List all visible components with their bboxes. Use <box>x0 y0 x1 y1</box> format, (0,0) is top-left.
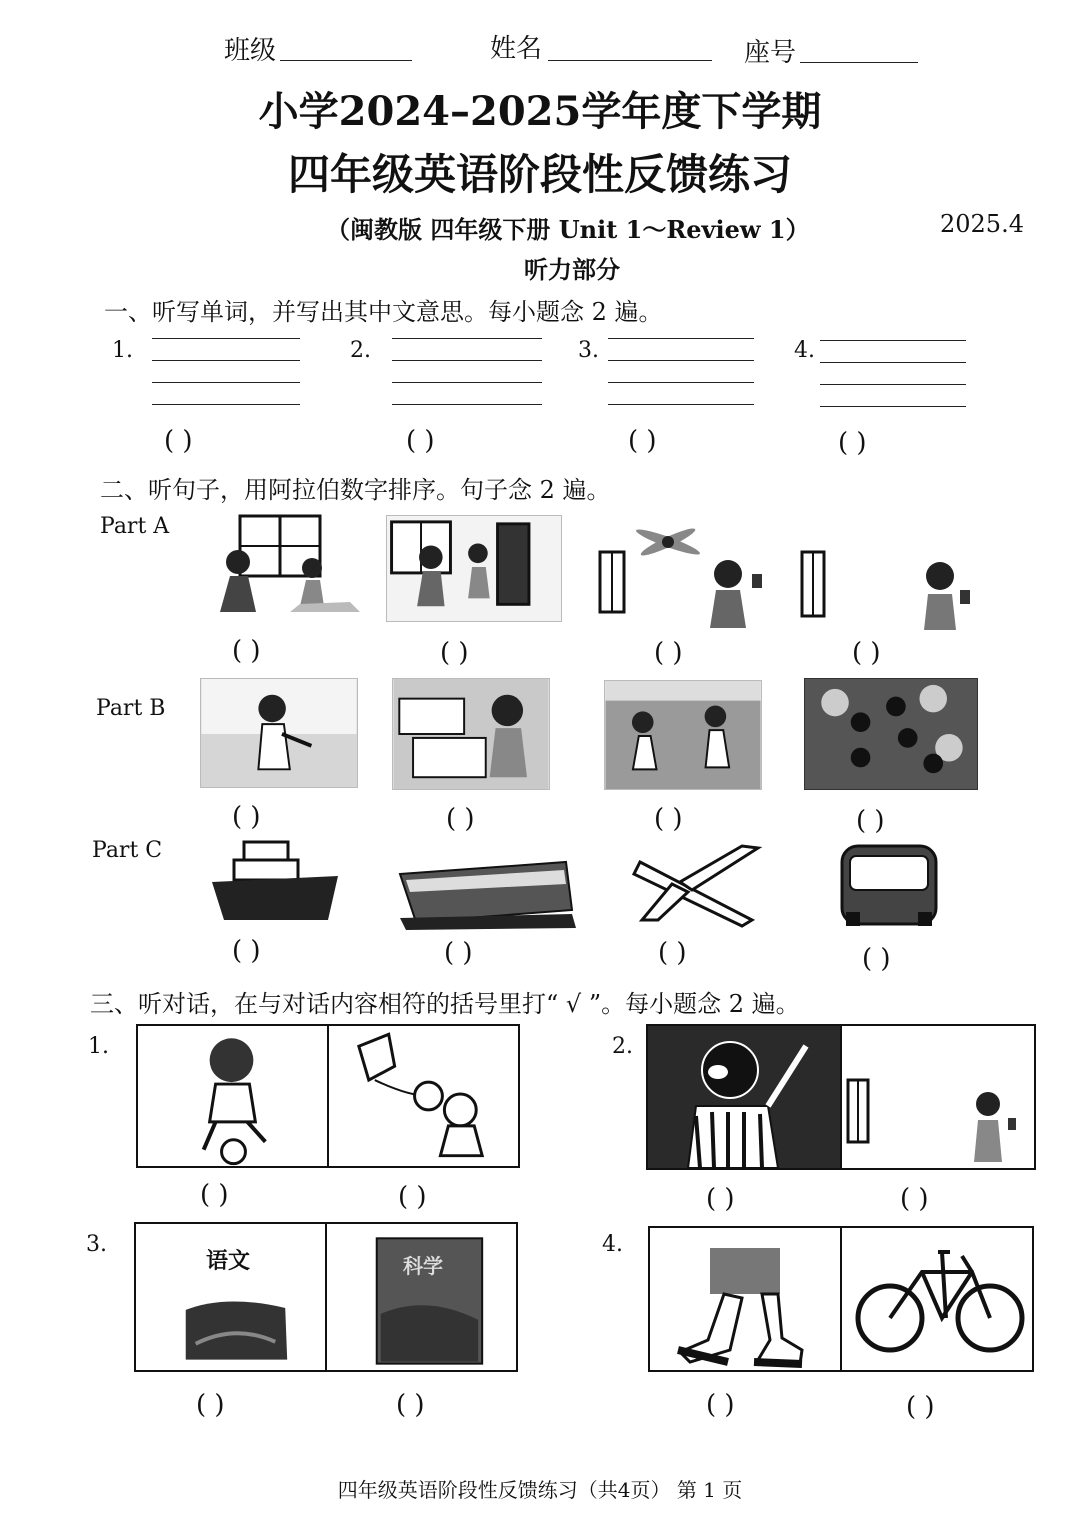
name-field[interactable] <box>548 60 712 61</box>
science-book-icon <box>327 1224 516 1370</box>
class-field[interactable] <box>280 60 412 61</box>
train-icon <box>396 858 576 932</box>
s3-number: 3. <box>86 1232 107 1257</box>
s1-number: 4. <box>794 338 815 363</box>
answer-bracket[interactable]: ( ) <box>856 806 885 836</box>
answer-bracket[interactable]: ( ) <box>232 936 261 966</box>
bus-icon <box>836 842 942 930</box>
answer-bracket[interactable]: ( ) <box>406 426 435 456</box>
title-line1: 小学2024–2025学年度下学期 <box>258 88 822 135</box>
ship-icon <box>210 836 340 924</box>
s3-number: 2. <box>612 1034 633 1059</box>
seat-field[interactable] <box>800 62 918 63</box>
s1-number: 2. <box>350 338 371 363</box>
seat-label: 座号 <box>744 38 797 68</box>
boy-phone-small-icon <box>842 1026 1034 1168</box>
q4-picture-box <box>648 1226 1034 1372</box>
q1-picture-box <box>136 1024 520 1168</box>
girl-desk-icon <box>392 678 550 790</box>
answer-bracket[interactable]: ( ) <box>200 1180 229 1210</box>
answer-bracket[interactable]: ( ) <box>164 426 193 456</box>
q2-picture-box <box>646 1024 1036 1170</box>
science-book-label: 科学 <box>403 1254 443 1278</box>
q3-picture-box <box>134 1222 518 1372</box>
answer-bracket[interactable]: ( ) <box>654 638 683 668</box>
answer-bracket[interactable]: ( ) <box>444 938 473 968</box>
answer-bracket[interactable]: ( ) <box>196 1390 225 1420</box>
plane-icon <box>632 840 764 930</box>
part-a-label: Part A <box>100 514 170 539</box>
kids-flowers-icon <box>804 678 978 790</box>
walking-legs-icon <box>650 1228 842 1370</box>
boy-football-icon <box>138 1026 329 1166</box>
s1-number: 3. <box>578 338 599 363</box>
section2-instruction: 二、听句子，用阿拉伯数字排序。句子念 2 遍。 <box>100 476 611 504</box>
title-line2: 四年级英语阶段性反馈练习 <box>287 150 792 199</box>
answer-bracket[interactable]: ( ) <box>446 804 475 834</box>
kids-running-icon <box>604 680 762 790</box>
date-label: 2025.4 <box>940 210 1024 238</box>
edition-subtitle: （闽教版 四年级下册 Unit 1～Review 1） <box>326 215 810 244</box>
answer-bracket[interactable]: ( ) <box>398 1182 427 1212</box>
name-label: 姓名 <box>490 34 543 64</box>
girls-window-icon <box>200 512 360 622</box>
answer-bracket[interactable]: ( ) <box>906 1392 935 1422</box>
answer-bracket[interactable]: ( ) <box>654 804 683 834</box>
answer-bracket[interactable]: ( ) <box>862 944 891 974</box>
page-footer: 四年级英语阶段性反馈练习（共4页） 第 1 页 <box>337 1478 743 1502</box>
answer-bracket[interactable]: ( ) <box>852 638 881 668</box>
girl-door-icon <box>386 515 562 622</box>
chinese-book-icon <box>136 1224 327 1370</box>
chinese-book-label: 语文 <box>206 1249 251 1274</box>
boy-window-icon <box>648 1026 842 1168</box>
boy-phone-icon <box>800 520 980 630</box>
section3-instruction: 三、听对话，在与对话内容相符的括号里打“ √ ”。每小题念 2 遍。 <box>90 990 800 1018</box>
answer-bracket[interactable]: ( ) <box>232 636 261 666</box>
section-name: 听力部分 <box>524 255 620 284</box>
answer-bracket[interactable]: ( ) <box>900 1184 929 1214</box>
answer-bracket[interactable]: ( ) <box>706 1184 735 1214</box>
answer-bracket[interactable]: ( ) <box>232 802 261 832</box>
answer-bracket[interactable]: ( ) <box>396 1390 425 1420</box>
fan-boy-icon <box>598 512 772 630</box>
s1-number: 1. <box>112 338 133 363</box>
answer-bracket[interactable]: ( ) <box>838 428 867 458</box>
s3-number: 1. <box>88 1034 109 1059</box>
bicycle-icon <box>842 1228 1032 1370</box>
s3-number: 4. <box>602 1232 623 1257</box>
answer-bracket[interactable]: ( ) <box>440 638 469 668</box>
part-c-label: Part C <box>92 838 163 863</box>
answer-bracket[interactable]: ( ) <box>658 938 687 968</box>
section1-instruction: 一、听写单词，并写出其中文意思。每小题念 2 遍。 <box>104 298 663 326</box>
answer-bracket[interactable]: ( ) <box>628 426 657 456</box>
girl-violin-icon <box>200 678 358 788</box>
kids-kite-icon <box>329 1026 518 1166</box>
part-b-label: Part B <box>96 696 166 721</box>
answer-bracket[interactable]: ( ) <box>706 1390 735 1420</box>
class-label: 班级 <box>224 36 277 66</box>
